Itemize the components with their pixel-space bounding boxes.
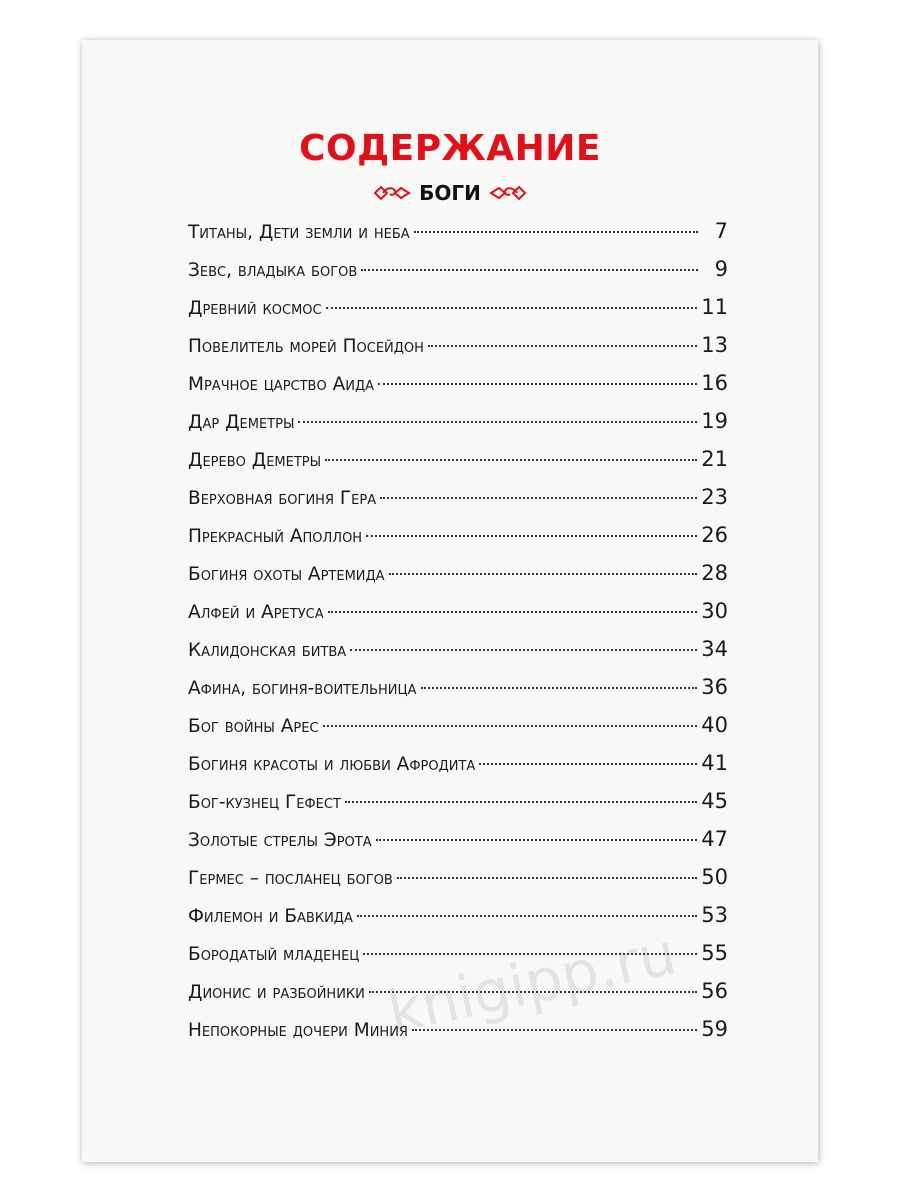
toc-entry-title: Зевс, владыка богов [188,260,358,281]
toc-entry-page: 11 [701,295,728,319]
toc-entry [188,516,728,554]
toc-entry [188,630,728,668]
toc-entry-page: 16 [701,371,728,395]
section-heading [82,181,818,205]
toc-entry [188,402,728,440]
toc-entry-page: 26 [701,523,728,547]
toc-entry-page: 19 [701,409,728,433]
toc-entry-page: 7 [714,219,728,243]
toc-dot-leader [369,991,697,993]
toc-entry-page: 40 [701,713,728,737]
toc-entry [188,478,728,516]
toc-entry-title: Дар Деметры [188,412,295,433]
toc-dot-leader [389,573,698,575]
toc-entry [188,972,728,1010]
scroll-ornament-icon [373,185,411,201]
toc-dot-leader [414,231,698,233]
table-of-contents [188,212,728,1048]
toc-dot-leader [361,269,698,271]
toc-entry [188,592,728,630]
toc-entry [188,212,728,250]
toc-dot-leader [298,421,697,423]
toc-entry-title: Непокорные дочери Миния [188,1020,408,1041]
scroll-ornament-icon [489,185,527,201]
toc-entry-title: Бородатый младенец [188,944,360,965]
toc-dot-leader [350,649,697,651]
toc-entry-page: 13 [701,333,728,357]
toc-entry-title: Афина, богиня-воительница [188,678,417,699]
toc-dot-leader [412,1029,697,1031]
toc-dot-leader [326,307,698,309]
toc-dot-leader [421,687,698,689]
toc-dot-leader [376,839,698,841]
toc-entry-title: Бог-кузнец Гефест [188,792,341,813]
toc-entry-title: Филемон и Бавкида [188,906,353,927]
toc-entry-title: Мрачное царство Аида [188,374,375,395]
toc-entry-page: 30 [701,599,728,623]
toc-entry-page: 21 [701,447,728,471]
toc-dot-leader [323,725,698,727]
toc-entry-title: Верховная богиня Гера [188,488,377,509]
toc-dot-leader [378,383,697,385]
toc-entry [188,1010,728,1048]
book-page [82,40,818,1162]
toc-entry [188,326,728,364]
toc-entry-title: Гермес – посланец богов [188,868,393,889]
toc-entry-title: Калидонская битва [188,640,347,661]
toc-entry [188,744,728,782]
toc-entry-page: 23 [701,485,728,509]
toc-entry-title: Дерево Деметры [188,450,322,471]
toc-dot-leader [357,915,697,917]
toc-entry-page: 53 [701,903,728,927]
toc-entry [188,554,728,592]
toc-entry [188,250,728,288]
toc-dot-leader [345,801,697,803]
toc-entry [188,820,728,858]
toc-entry-page: 28 [701,561,728,585]
toc-entry [188,782,728,820]
toc-entry-title: Древний космос [188,298,322,319]
toc-dot-leader [363,953,697,955]
toc-entry [188,706,728,744]
toc-entry-title: Богиня охоты Артемида [188,564,385,585]
page-title: СОДЕРЖАНИЕ [299,128,601,169]
toc-entry-page: 56 [701,979,728,1003]
toc-entry [188,668,728,706]
toc-entry-title: Дионис и разбойники [188,982,365,1003]
toc-entry [188,896,728,934]
toc-entry [188,934,728,972]
toc-entry-page: 36 [701,675,728,699]
toc-entry [188,440,728,478]
toc-dot-leader [428,345,697,347]
watermark: knigipp.ru [382,919,682,1047]
toc-entry-title: Богиня красоты и любви Афродита [188,754,476,775]
toc-dot-leader [325,459,697,461]
toc-entry-page: 50 [701,865,728,889]
toc-entry-title: Повелитель морей Посейдон [188,336,424,357]
toc-dot-leader [479,763,697,765]
toc-entry-page: 47 [701,827,728,851]
toc-dot-leader [397,877,697,879]
toc-dot-leader [380,497,697,499]
toc-dot-leader [328,611,698,613]
toc-entry-title: Титаны, Дети земли и неба [188,222,410,243]
toc-entry [188,288,728,326]
toc-entry-page: 41 [701,751,728,775]
toc-entry-page: 45 [701,789,728,813]
toc-entry-title: Бог войны Арес [188,716,319,737]
toc-entry-title: Прекрасный Аполлон [188,526,363,547]
toc-entry-page: 34 [701,637,728,661]
toc-entry-page: 9 [714,257,728,281]
toc-entry [188,858,728,896]
section-label: БОГИ [419,181,481,205]
toc-dot-leader [366,535,697,537]
toc-entry [188,364,728,402]
toc-entry-title: Золотые стрелы Эрота [188,830,372,851]
toc-entry-page: 55 [701,941,728,965]
toc-entry-title: Алфей и Аретуса [188,602,324,623]
toc-entry-page: 59 [701,1017,728,1041]
